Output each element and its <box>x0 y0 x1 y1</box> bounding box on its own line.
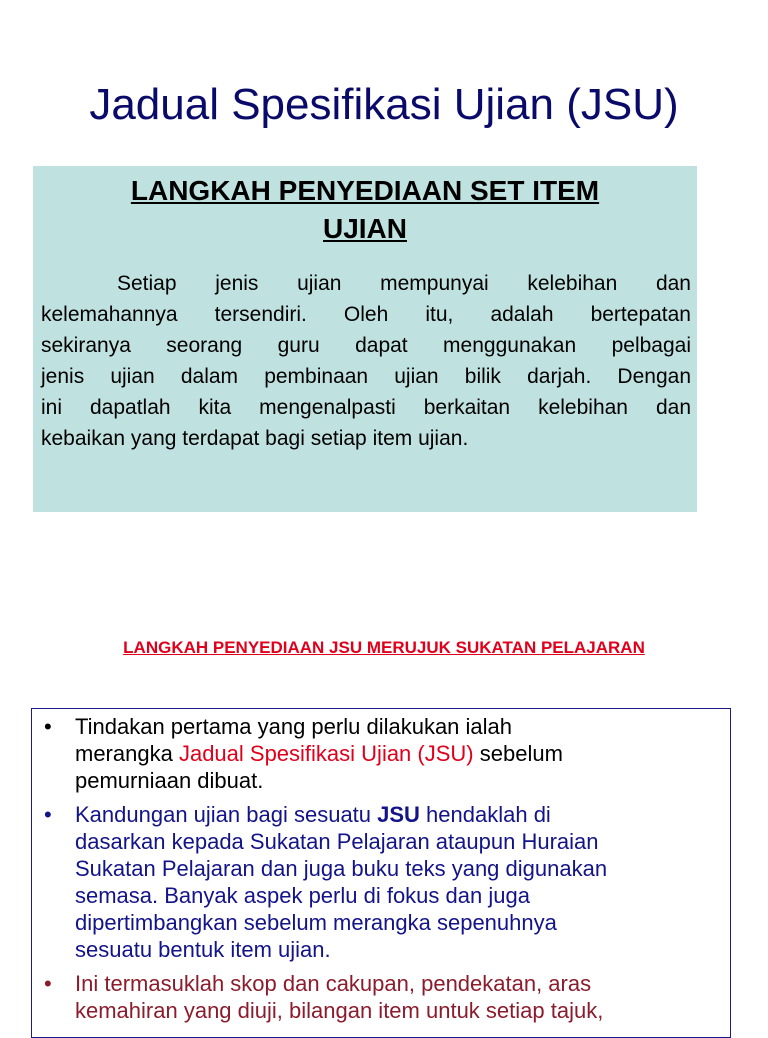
bullet-item-2 <box>32 801 730 963</box>
bullet-1-line-3: pemurniaan dibuat. <box>75 768 264 793</box>
bullet-2-line-6: sesuatu bentuk item ujian. <box>75 937 331 962</box>
bullet-2-line-4: semasa. Banyak aspek perlu di fokus dan juga <box>75 883 530 908</box>
bullet-2-line-5: dipertimbangkan sebelum merangka sepenuhnya <box>75 910 557 935</box>
intro-line-3: sekiranya seorang guru dapat menggunakan pelbagai <box>41 334 691 357</box>
jsu-bold: JSU <box>377 802 420 827</box>
slide-title: Jadual Spesifikasi Ujian (JSU) <box>89 80 679 129</box>
bullet-marker: • <box>44 971 52 996</box>
intro-line-1: Setiap jenis ujian mempunyai kelebihan dan <box>117 272 691 295</box>
bullet-3-line-2: kemahiran yang diuji, bilangan item untuk setiap tajuk, <box>75 998 604 1023</box>
intro-line-2: kelemahannya tersendiri. Oleh itu, adalah bertepatan <box>41 303 691 326</box>
bullet-panel <box>31 708 731 1038</box>
bullet-1-line-2-end: sebelum <box>473 741 563 766</box>
intro-line-4: jenis ujian dalam pembinaan ujian bilik darjah. Dengan <box>41 365 691 388</box>
jsu-highlight: Jadual Spesifikasi Ujian (JSU) <box>178 741 474 766</box>
intro-line-6: kebaikan yang terdapat bagi setiap item ujian. <box>41 427 469 450</box>
bullet-item-3 <box>32 970 730 1024</box>
intro-paragraph <box>41 268 691 454</box>
bullet-2-line-2: dasarkan kepada Sukatan Pelajaran ataupun Huraian <box>75 829 599 854</box>
intro-panel <box>33 166 697 512</box>
bullet-2-line-1-start: Kandungan ujian bagi sesuatu <box>75 802 378 827</box>
bullet-2-line-1-end: hendaklah di <box>419 802 551 827</box>
bullet-1-line-2-start: merangka <box>75 741 179 766</box>
bullet-marker: • <box>44 714 52 739</box>
bullet-2-line-3: Sukatan Pelajaran dan juga buku teks yang digunakan <box>75 856 608 881</box>
intro-heading <box>33 172 697 248</box>
bullet-2-line-1 <box>75 801 722 828</box>
bullet-item-1 <box>32 713 730 794</box>
bullet-3-line-1: Ini termasuklah skop dan cakupan, pendekatan, aras <box>75 971 592 996</box>
bullet-marker: • <box>44 802 52 827</box>
intro-line-5: ini dapatlah kita mengenalpasti berkaitan kelebihan dan <box>41 396 691 419</box>
intro-heading-line-1: LANGKAH PENYEDIAAN SET ITEM <box>130 175 600 206</box>
bullet-1-line-2 <box>75 740 722 767</box>
intro-heading-line-2: UJIAN <box>322 213 407 244</box>
section-heading: LANGKAH PENYEDIAAN JSU MERUJUK SUKATAN PELAJARAN <box>123 638 645 657</box>
bullet-1-line-1: Tindakan pertama yang perlu dilakukan ialah <box>75 714 513 739</box>
bullet-list <box>32 713 730 1031</box>
